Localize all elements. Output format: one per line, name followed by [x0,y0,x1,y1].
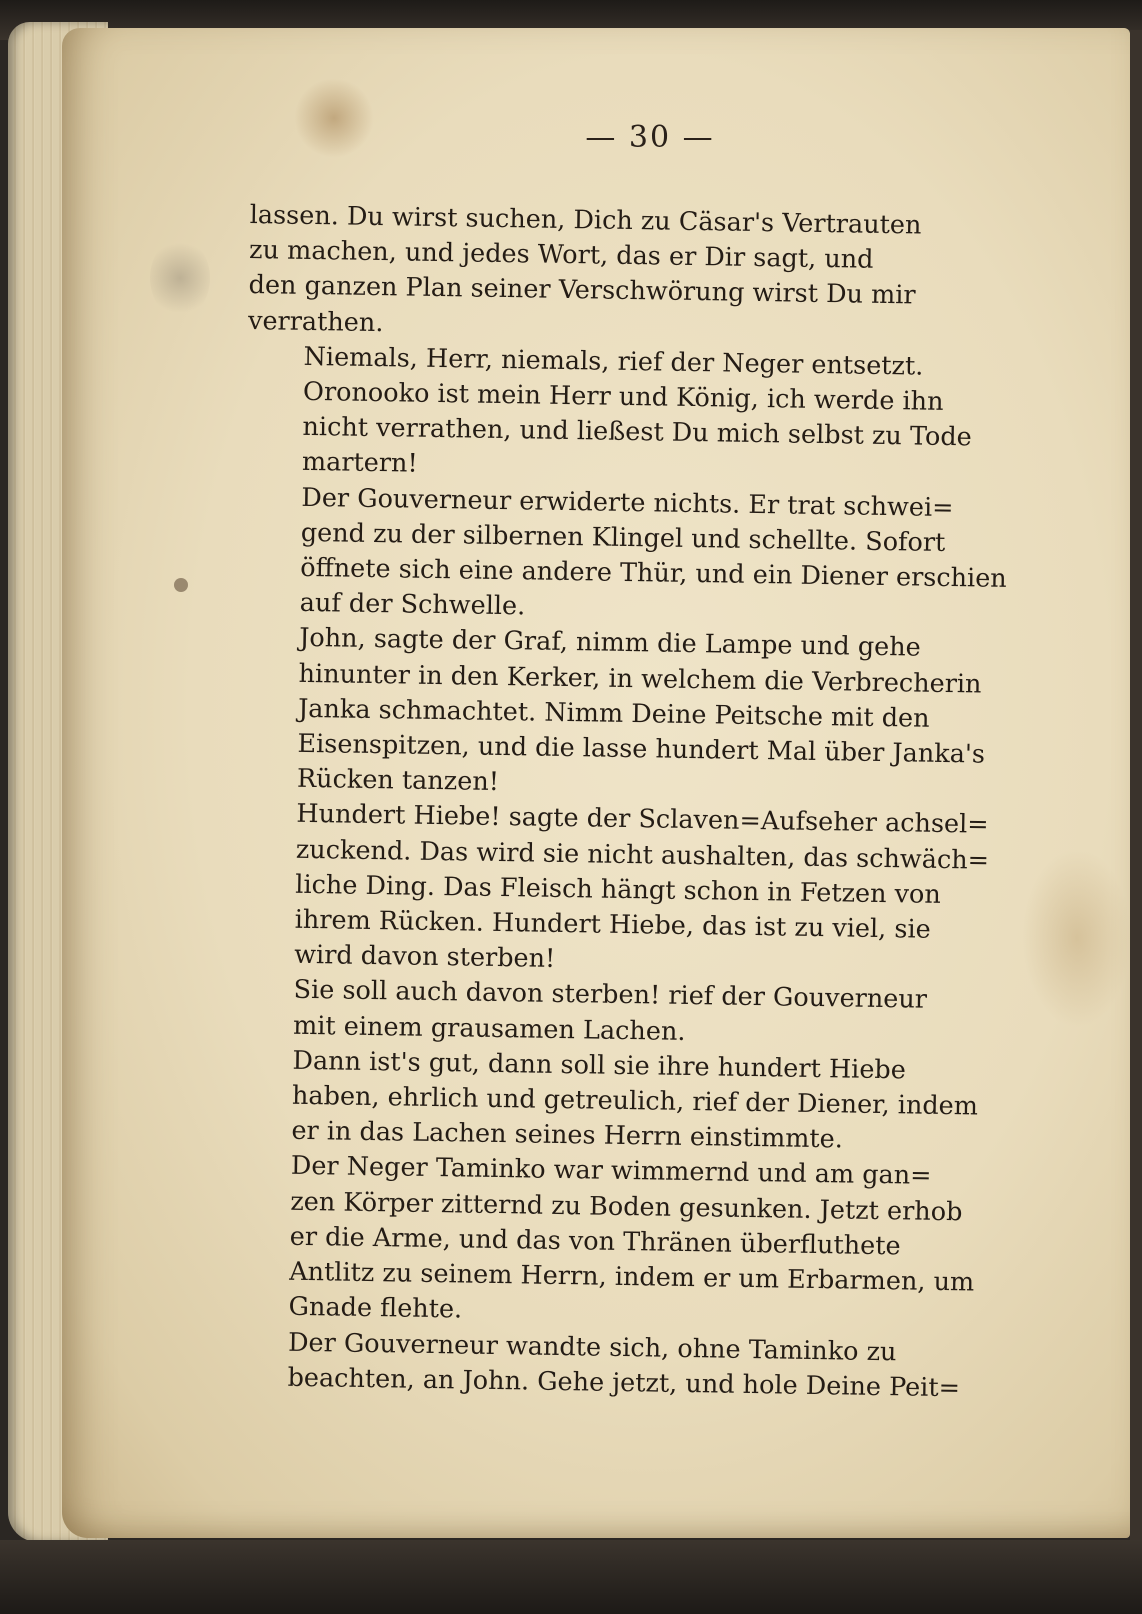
paragraph [238,796,1031,984]
foxing-stain [1022,848,1132,1028]
paragraph [231,1324,1022,1407]
text-line: hinunter in den Kerker, in welchem die Verbrecherin [298,658,982,700]
text-line: John, sagte der Graf, nimm die Lampe und gehe [298,623,922,664]
book-right-edge [1130,30,1142,1550]
text-line: beachten, an John. Gehe jetzt, und hole Deine Peit= [287,1362,961,1403]
paragraph [246,339,1038,492]
text-line: mit einem grausamen Lachen. [292,1010,686,1047]
text-line: zu machen, und jedes Wort, das er Dir sagt, und [248,235,874,276]
text-line: er die Arme, und das von Thränen überfluthete [289,1221,901,1262]
text-line: gend zu der silbernen Klingel und schellte. Sofort [300,517,946,558]
text-line: zuckend. Das wird sie nicht aushalten, das schwäch= [295,834,990,876]
text-line: ihrem Rücken. Hundert Hiebe, das ist zu viel, sie [294,904,931,945]
text-line: Der Gouverneur wandte sich, ohne Taminko zu [287,1327,897,1367]
text-line: Antlitz zu seinem Herrn, indem er um Erbarmen, um [288,1256,975,1298]
paragraph [248,198,1040,351]
ink-spot [174,578,188,592]
text-line: Niemals, Herr, niemals, rief der Neger entsetzt. [303,341,924,382]
paragraph [237,972,1028,1055]
text-line: er in das Lachen seines Herrn einstimmte. [291,1116,844,1155]
text-line: Der Neger Taminko war wimmernd und am gan= [290,1151,932,1192]
text-line: Hundert Hiebe! sagte der Sclaven=Aufseher achsel= [296,799,989,841]
text-line: den ganzen Plan seiner Verschwörung wirst Du mir [248,270,916,311]
text-line: öffnete sich eine andere Thür, und ein Diener erschien [300,552,1007,594]
paragraph [243,480,1035,633]
foxing-stain [294,78,374,158]
text-line: auf der Schwelle. [299,588,526,622]
paragraph [232,1148,1025,1336]
text-line: haben, ehrlich und getreulich, rief der Diener, indem [291,1080,979,1122]
foxing-stain [150,238,210,318]
text-line: lassen. Du wirst suchen, Dich zu Cäsar's Vertrauten [249,199,922,241]
text-line: nicht verrathen, und ließest Du mich selbst zu Tode [302,412,972,453]
text-line: martern! [301,447,418,480]
text-line: zen Körper zitternd zu Boden gesunken. Jetzt erhob [290,1186,963,1228]
book-cover-bottom-edge [0,1540,1142,1614]
page-number: — 30 — [585,120,715,155]
text-line: Janka schmachtet. Nimm Deine Peitsche mit den [297,693,930,734]
text-line: Rücken tanzen! [296,764,500,798]
text-line: Dann ist's gut, dann soll sie ihre hundert Hiebe [292,1045,907,1086]
text-line: Eisenspitzen, und die lasse hundert Mal über Janka's [297,728,986,770]
body-text [231,198,1040,1407]
paragraph [235,1043,1027,1161]
text-line: wird davon sterben! [293,940,556,975]
text-line: verrathen. [247,305,384,338]
text-line: Der Gouverneur erwiderte nichts. Er trat schwei= [301,482,954,523]
paragraph [241,620,1034,808]
text-line: liche Ding. Das Fleisch hängt schon in Fetzen von [295,869,942,910]
text-line: Gnade flehte. [288,1292,463,1325]
text-line: Oronooko ist mein Herr und König, ich werde ihn [302,376,944,417]
text-line: Sie soll auch davon sterben! rief der Gouverneur [293,975,928,1016]
